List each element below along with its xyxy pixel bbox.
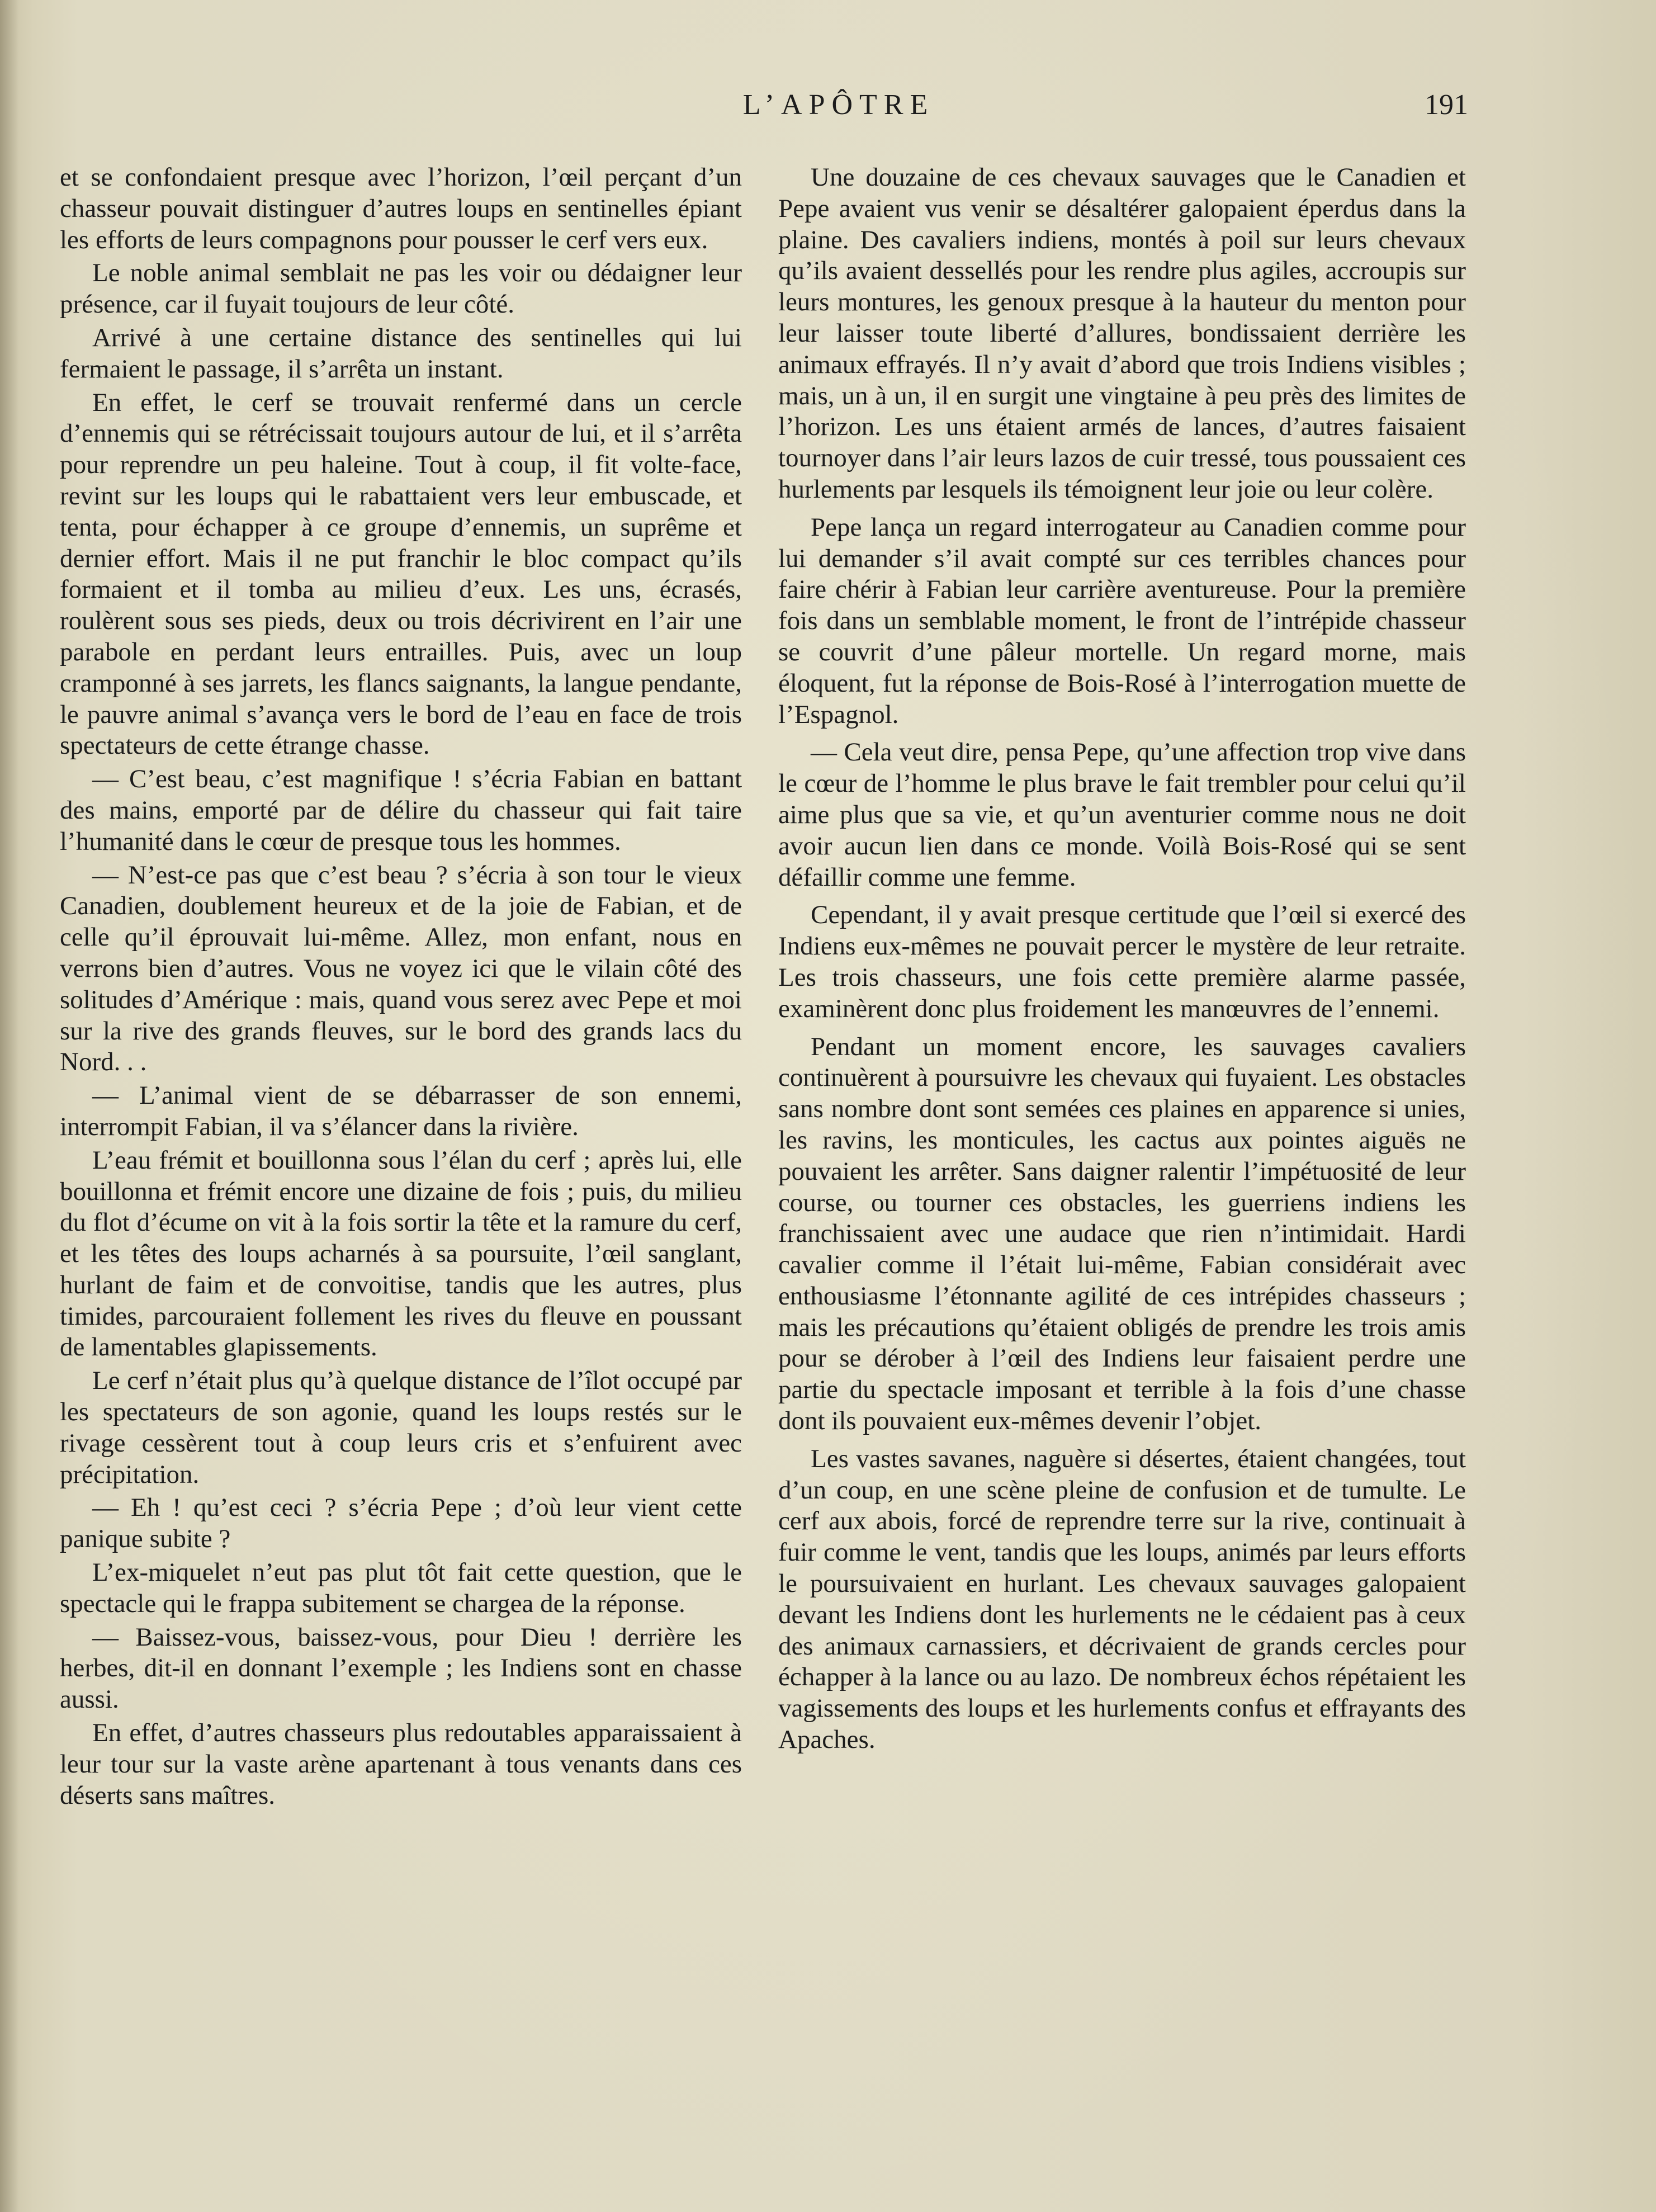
page-number: 191 (1425, 89, 1468, 121)
paragraph: — C’est beau, c’est magnifique ! s’écria Fabian en battant des mains, emporté par de délire du chasseur qui fait taire l’humanité dans le cœur de presque tous les hommes. (60, 764, 742, 856)
paragraph: — N’est-ce pas que c’est beau ? s’écria à son tour le vieux Canadien, doublement heureux et de la joie de Fabian, et de celle qu’il éprouvait lui-même. Allez, mon enfant, nous en verrons bien d’autres. Vous ne voyez ici que le vilain côté des solitudes d’Amérique : mais, quand vous serez avec Pepe et moi sur la rive des grands fleuves, sur le bord des grands lacs du Nord. . . (60, 860, 742, 1077)
paragraph: L’ex-miquelet n’eut pas plut tôt fait cette question, que le spectacle qui le frappa subitement se chargea de la réponse. (60, 1558, 742, 1618)
binding-shadow (0, 0, 19, 2212)
paragraph: Le noble animal semblait ne pas les voir ou dédaigner leur présence, car il fuyait toujours de leur côté. (60, 258, 742, 319)
right-text-column (778, 162, 1466, 1762)
paragraph: En effet, d’autres chasseurs plus redoutables apparaissaient à leur tour sur la vaste arène apartenant à tous venants dans ces déserts sans maîtres. (60, 1718, 742, 1810)
running-header: L’APÔTRE (742, 89, 935, 121)
paragraph: Pendant un moment encore, les sauvages cavaliers continuèrent à poursuivre les chevaux qui fuyaient. Les obstacles sans nombre dont sont semées ces plaines en apparence si unies, les ravins, les monticules, les cactus aux pointes aiguës ne pouvaient les arrêter. Sans daigner ralentir l’impétuosité de leur course, ou tourner ces obstacles, les guerriens indiens les franchissaient avec une audace que rien n’intimidait. Hardi cavalier comme il l’était lui-même, Fabian considérait avec enthousiasme l’étonnante agilité de ces intrépides chasseurs ; mais les précautions qu’étaient obligés de prendre les trois amis pour se dérober à l’œil des Indiens leur faisaient perdre une partie du spectacle imposant et terrible à la fois d’une chasse dont ils pouvaient eux-mêmes devenir l’objet. (778, 1032, 1466, 1436)
paragraph: Les vastes savanes, naguère si désertes, étaient changées, tout d’un coup, en une scène pleine de confusion et de tumulte. Le cerf aux abois, forcé de reprendre terre sur la rive, continuait à fuir comme le vent, tandis que les loups, animés par leurs efforts le poursuivaient en hurlant. Les chevaux sauvages galopaient devant les Indiens dont les hurlements ne le cédaient pas à ceux des animaux carnassiers, et décrivaient de grands cercles pour échapper à la lance ou au lazo. De nombreux échos répétaient les vagissements des loups et les hurlements confus et effrayants des Apaches. (778, 1444, 1466, 1755)
paragraph: et se confondaient presque avec l’horizon, l’œil perçant d’un chasseur pouvait distinguer d’autres loups en sentinelles épiant les efforts de leurs compagnons pour pousser le cerf vers eux. (60, 163, 742, 254)
paragraph: — Baissez-vous, baissez-vous, pour Dieu ! derrière les herbes, dit-il en donnant l’exemple ; les Indiens sont en chasse aussi. (60, 1622, 742, 1714)
paragraph: L’eau frémit et bouillonna sous l’élan du cerf ; après lui, elle bouillonna et frémit encore une dizaine de fois ; puis, du milieu du flot d’écume on vit à la fois sortir la tête et la ramure du cerf, et les têtes des loups acharnés à sa poursuite, l’œil sanglant, hurlant de faim et de convoitise, tandis que les autres, plus timides, parcouraient follement les rives du fleuve en poussant de lamentables glapissements. (60, 1145, 742, 1362)
paragraph: Le cerf n’était plus qu’à quelque distance de l’îlot occupé par les spectateurs de son agonie, quand les loups restés sur le rivage cessèrent tout à coup leurs cris et s’enfuirent avec précipitation. (60, 1366, 742, 1489)
paragraph: En effet, le cerf se trouvait renfermé dans un cercle d’ennemis qui se rétrécissait toujours autour de lui, et il s’arrêta pour reprendre un peu haleine. Tout à coup, il fit volte-face, revint sur les loups qui le rabattaient vers leur embuscade, et tenta, pour échapper à ce groupe d’ennemis, un suprême et dernier effort. Mais il ne put franchir le bloc compact qu’ils formaient et il tomba au milieu d’eux. Les uns, écrasés, roulèrent sous ses pieds, deux ou trois décrivirent en l’air une parabole en perdant leurs entrailles. Puis, avec un loup cramponné à ses jarrets, les flancs saignants, la langue pendante, le pauvre animal s’avança vers le bord de l’eau en face de trois spectateurs de cette étrange chasse. (60, 387, 742, 760)
paragraph: — L’animal vient de se débarrasser de son ennemi, interrompit Fabian, il va s’élancer dans la rivière. (60, 1081, 742, 1141)
paragraph: — Eh ! qu’est ceci ? s’écria Pepe ; d’où leur vient cette panique subite ? (60, 1493, 742, 1554)
paragraph: Pepe lança un regard interrogateur au Canadien comme pour lui demander s’il avait compté sur ces terribles chances pour faire chérir à Fabian leur carrière aventureuse. Pour la première fois dans un semblable moment, le front de l’intrépide chasseur se couvrit d’une pâleur mortelle. Un regard morne, mais éloquent, fut la réponse de Bois-Rosé à l’interrogation muette de l’Espagnol. (778, 512, 1466, 729)
left-text-column (60, 162, 742, 1813)
paragraph: Arrivé à une certaine distance des sentinelles qui lui fermaient le passage, il s’arrêta un instant. (60, 323, 742, 384)
paragraph: — Cela veut dire, pensa Pepe, qu’une affection trop vive dans le cœur de l’homme le plus brave le fait trembler pour celui qu’il aime plus que sa vie, et qu’un aventurier comme nous ne doit avoir aucun lien dans ce monde. Voilà Bois-Rosé qui se sent défaillir comme une femme. (778, 738, 1466, 892)
paragraph: Cependant, il y avait presque certitude que l’œil si exercé des Indiens eux-mêmes ne pouvait percer le mystère de leur retraite. Les trois chasseurs, une fois cette première alarme passée, examinèrent donc plus froidement les manœuvres de l’ennemi. (778, 900, 1466, 1023)
paragraph: Une douzaine de ces chevaux sauvages que le Canadien et Pepe avaient vus venir se désaltérer galopaient éperdus dans la plaine. Des cavaliers indiens, montés à poil sur leurs chevaux qu’ils avaient dessellés pour les rendre plus agiles, accroupis sur leurs montures, les genoux presque à la hauteur du menton pour leur laisser toute liberté d’allures, bondissaient derrière les animaux effrayés. Il n’y avait d’abord que trois Indiens visibles ; mais, un à un, il en surgit une vingtaine à peu près des limites de l’horizon. Les uns étaient armés de lances, d’autres faisaient tournoyer dans l’air leurs lazos de cuir tressé, tous poussaient ces hurlements par lesquels ils témoignent leur joie ou leur colère. (778, 163, 1466, 504)
